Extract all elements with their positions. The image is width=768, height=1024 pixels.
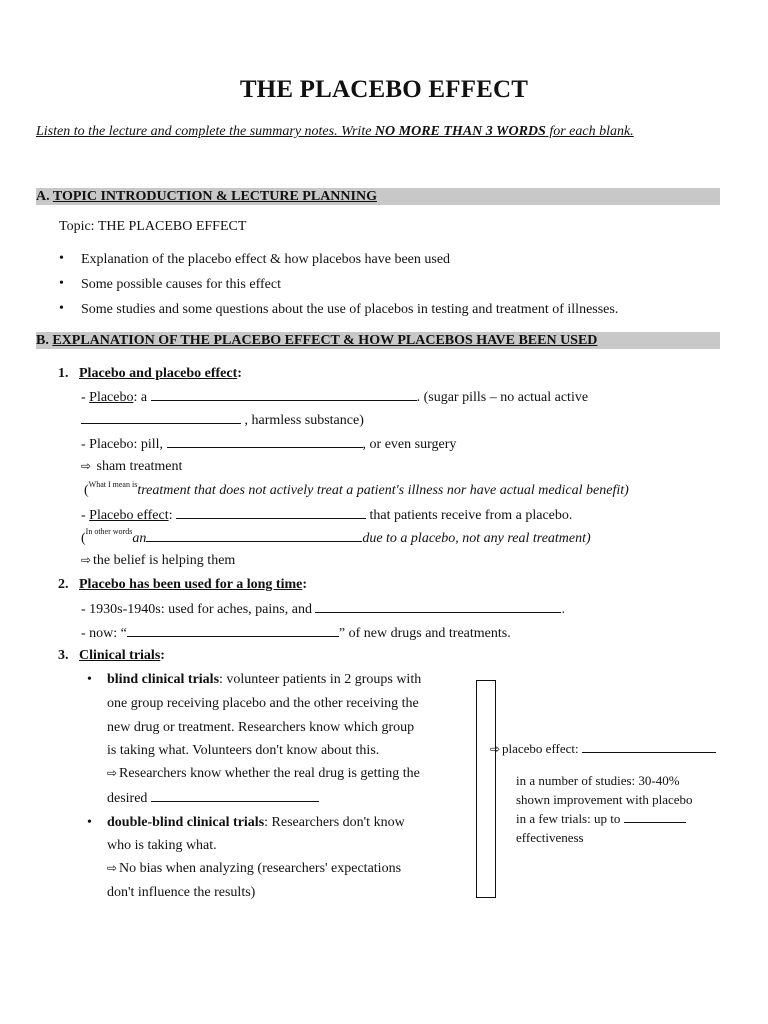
blind-trials-line-5 xyxy=(107,766,420,782)
item-2-heading xyxy=(58,577,307,593)
list-item: Some possible causes for this effect xyxy=(81,277,281,292)
answer-blank[interactable] xyxy=(624,811,686,823)
line-text: in a few trials: up to xyxy=(516,811,624,826)
side-studies-line: in a number of studies: 30-40% xyxy=(516,773,680,788)
line-text: : a xyxy=(133,390,151,405)
term-blind-trials: blind clinical trials xyxy=(107,672,220,687)
answer-blank[interactable] xyxy=(151,790,319,802)
line-text: - Placebo: pill, xyxy=(81,437,167,452)
answer-blank[interactable] xyxy=(315,601,561,613)
dash: - xyxy=(81,508,90,523)
line-text: the belief is helping them xyxy=(93,553,236,568)
paren: ( xyxy=(84,483,89,498)
list-item: Explanation of the placebo effect & how placebos have been used xyxy=(81,252,451,267)
arrow-right-icon: ⇨ xyxy=(81,459,92,473)
instructions-text: Listen to the lecture and complete the summary notes. Write xyxy=(36,124,375,139)
now-line xyxy=(81,625,511,642)
page-title: THE PLACEBO EFFECT xyxy=(239,76,529,103)
term-placebo: Placebo xyxy=(89,390,134,405)
double-blind-line-2: who is taking what. xyxy=(107,838,217,853)
note-text: treatment that does not actively treat a patient's illness nor have actual medical benefit) xyxy=(137,483,629,498)
line-text: sham treatment xyxy=(96,459,183,474)
meaning-note xyxy=(84,480,629,499)
section-b-letter: B. xyxy=(36,333,53,348)
item-colon: : xyxy=(160,648,165,663)
history-line xyxy=(81,601,565,618)
belief-line xyxy=(81,553,235,569)
answer-blank[interactable] xyxy=(582,741,716,753)
line-text: : Researchers don't know xyxy=(264,815,405,830)
item-heading-text: Clinical trials xyxy=(79,648,161,663)
line-text: No bias when analyzing (researchers' expectations xyxy=(119,861,402,876)
line-text: placebo effect: xyxy=(502,741,582,756)
item-number: 3. xyxy=(58,648,69,663)
bullet-icon: • xyxy=(87,815,92,830)
double-blind-line-1 xyxy=(107,815,405,831)
blind-trials-line-2: one group receiving placebo and the other receiving the xyxy=(107,696,419,711)
blind-trials-line-3: new drug or treatment. Researchers know which group xyxy=(107,720,415,735)
side-placebo-effect xyxy=(490,741,716,757)
blind-trials-line-1 xyxy=(107,672,421,688)
answer-blank[interactable] xyxy=(176,507,366,519)
term-placebo-effect: Placebo effect xyxy=(89,508,169,523)
arrow-right-icon: ⇨ xyxy=(107,861,118,875)
placebo-forms-line xyxy=(81,436,456,453)
placebo-effect-line xyxy=(81,507,572,524)
answer-blank[interactable] xyxy=(146,530,362,542)
answer-blank[interactable] xyxy=(127,625,339,637)
line-text: - 1930s-1940s: used for aches, pains, and xyxy=(81,602,316,617)
answer-blank[interactable] xyxy=(81,412,241,424)
arrow-right-icon: ⇨ xyxy=(490,742,501,756)
item-number: 1. xyxy=(58,366,69,381)
section-b-header xyxy=(36,332,720,349)
line-text: desired xyxy=(107,791,151,806)
answer-blank[interactable] xyxy=(151,389,417,401)
harmless-substance-line xyxy=(81,412,364,429)
sham-treatment-line xyxy=(81,459,182,475)
note-text: an xyxy=(132,531,147,546)
item-colon: : xyxy=(302,577,308,592)
bullet-icon: • xyxy=(87,672,92,687)
line-text: : xyxy=(168,508,176,523)
bracket-box xyxy=(476,680,496,898)
section-b-heading: EXPLANATION OF THE PLACEBO EFFECT & HOW PLACEBOS HAVE BEEN USED xyxy=(52,333,598,348)
blind-trials-line-6 xyxy=(107,790,319,807)
note-label: In other words xyxy=(85,527,133,536)
double-blind-line-4: don't influence the results) xyxy=(107,885,256,900)
item-heading-text: Placebo and placebo effect xyxy=(79,366,238,381)
bullet-icon: • xyxy=(59,301,64,316)
in-other-words-note xyxy=(81,527,591,547)
paren: ( xyxy=(81,531,86,546)
note-text: due to a placebo, not any real treatment) xyxy=(362,531,591,546)
line-text: - now: “ xyxy=(81,626,127,641)
line-text: ” of new drugs and treatments. xyxy=(338,626,511,641)
blind-trials-line-4: is taking what. Volunteers don't know about this. xyxy=(107,743,380,758)
line-text: . (sugar pills – no actual active xyxy=(416,390,589,405)
dash: - xyxy=(81,390,90,405)
instructions-text-end: for each blank. xyxy=(545,124,634,139)
line-text: . xyxy=(561,602,565,617)
line-text: that patients receive from a placebo. xyxy=(365,508,573,523)
section-a-heading: TOPIC INTRODUCTION & LECTURE PLANNING xyxy=(52,189,377,204)
item-heading-text: Placebo has been used for a long time xyxy=(79,577,303,592)
placebo-definition-line xyxy=(81,389,588,406)
arrow-right-icon: ⇨ xyxy=(107,766,118,780)
topic-line: Topic: THE PLACEBO EFFECT xyxy=(59,219,247,234)
line-text: , or even surgery xyxy=(362,437,457,452)
side-effectiveness-line: effectiveness xyxy=(516,830,584,845)
line-text: Researchers know whether the real drug is getting the xyxy=(119,766,420,781)
line-text: , harmless substance) xyxy=(241,413,364,428)
double-blind-line-3 xyxy=(107,861,401,877)
line-text: : volunteer patients in 2 groups with xyxy=(219,672,422,687)
item-number: 2. xyxy=(58,577,69,592)
note-label: What I mean is xyxy=(88,480,138,489)
list-item: Some studies and some questions about the use of placebos in testing and treatment of illnesses. xyxy=(81,302,619,317)
instructions-emphasis: NO MORE THAN 3 WORDS xyxy=(374,124,546,139)
section-a-letter: A. xyxy=(36,189,53,204)
instructions xyxy=(36,124,634,140)
side-trials-line xyxy=(516,811,686,827)
answer-blank[interactable] xyxy=(167,436,363,448)
item-1-heading xyxy=(58,366,242,382)
side-improvement-line: shown improvement with placebo xyxy=(516,792,693,807)
arrow-right-icon: ⇨ xyxy=(81,553,92,567)
term-double-blind: double-blind clinical trials xyxy=(107,815,265,830)
bullet-icon: • xyxy=(59,276,64,291)
item-3-heading xyxy=(58,648,165,664)
item-colon: : xyxy=(237,366,242,381)
bullet-icon: • xyxy=(59,251,64,266)
section-a-header xyxy=(36,188,720,205)
